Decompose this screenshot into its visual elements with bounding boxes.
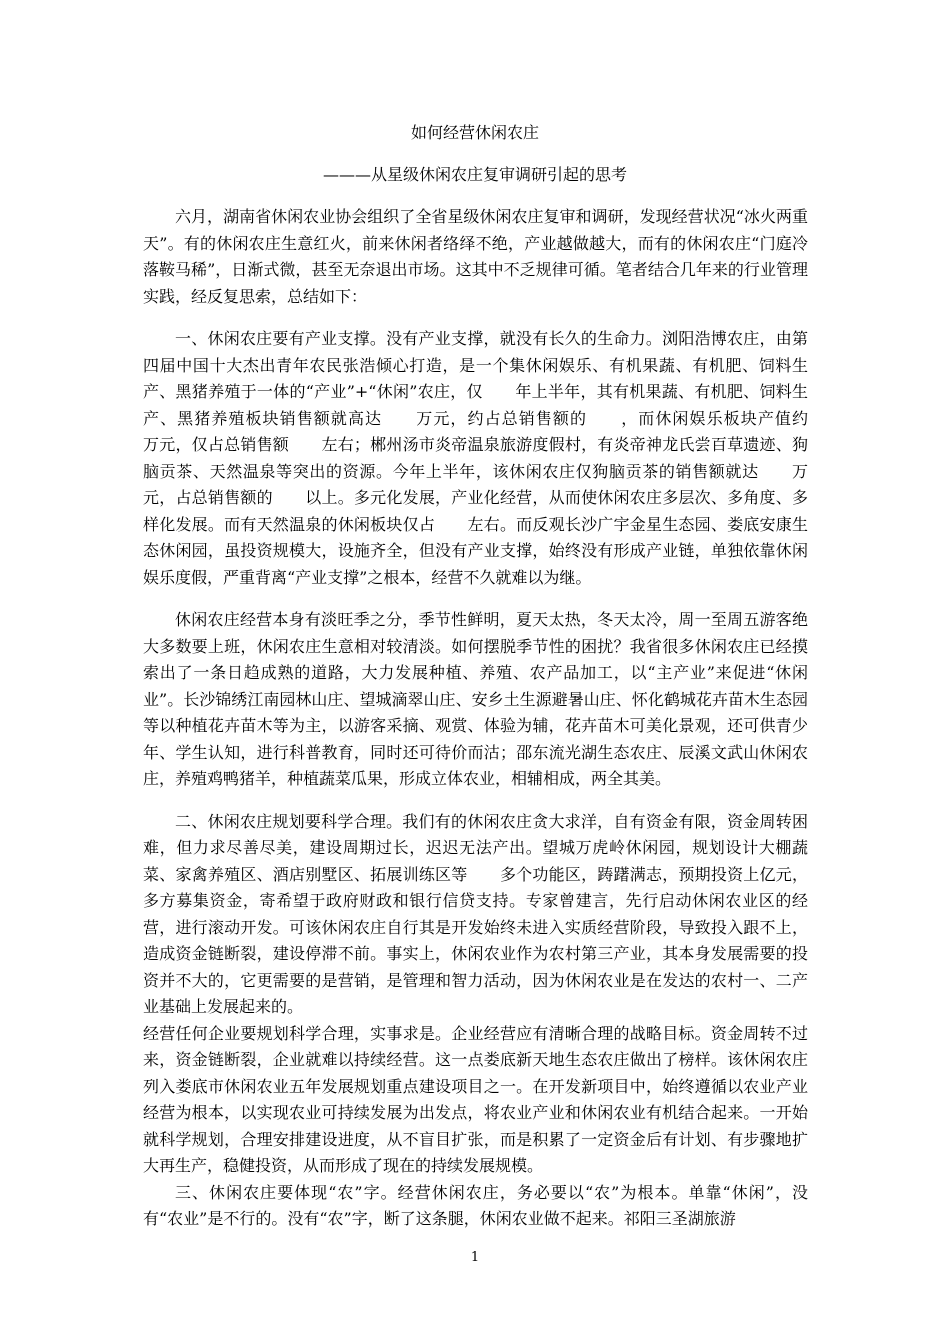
- document-subtitle: ———从星级休闲农庄复审调研引起的思考: [322, 165, 627, 184]
- paragraph-section-2: 二、休闲农庄规划要科学合理。我们有的休闲农庄贪大求洋，自有资金有限，资金周转困难，但力求尽善尽美，建设周期过长，迟迟无法产出。望城万虎岭休闲园，规划设计大棚蔬菜、家禽养殖区、酒店别墅区、拓展训练区等 多个功能区，踌躇满志，预期投资上亿元，多方募集资金，寄希望于政府财政和银行信贷支持。专家曾建言，先行启动休闲农业区的经营，进行滚动开发。可该休闲农庄自行其是开发始终未进入实质经营阶段，导致投入跟不上，造成资金链断裂，建设停滞不前。事实上，休闲农业作为农村第三产业，其本身发展需要的投资并不大的，它更需要的是营销，是管理和智力活动，因为休闲农业是在发达的农村一、二产业基础上发展起来的。: [143, 811, 808, 1016]
- paragraph-seasonality: 休闲农庄经营本身有淡旺季之分，季节性鲜明，夏天太热，冬天太冷，周一至周五游客绝大多数要上班，休闲农庄生意相对较清淡。如何摆脱季节性的困扰？我省很多休闲农庄已经摸索出了一条日趋成熟的道路，大力发展种植、养殖、农产品加工，以“主产业”来促进“休闲业”。长沙锦绣江南园林山庄、望城滴翠山庄、安乡土生源避暑山庄、怀化鹤城花卉苗木生态园等以种植花卉苗木等为主，以游客采摘、观赏、体验为辅，花卉苗木可美化景观，还可供青少年、学生认知，进行科普教育，同时还可待价而沽；邵东流光湖生态农庄、辰溪文武山休闲农庄，养殖鸡鸭猪羊，种植蔬菜瓜果，形成立体农业，相辅相成，两全其美。: [143, 610, 808, 788]
- paragraph-planning: 经营任何企业要规划科学合理，实事求是。企业经营应有清晰合理的战略目标。资金周转不过来，资金链断裂，企业就难以持续经营。这一点娄底新天地生态农庄做出了榜样。该休闲农庄列入娄底市休闲农业五年发展规划重点建设项目之一。在开发新项目中，始终遵循以农业产业经营为根本，以实现农业可持续发展为出发点，将农业产业和休闲农业有机结合起来。一开始就科学规划，合理安排建设进度，从不盲目扩张，而是积累了一定资金后有计划、有步骤地扩大再生产，稳健投资，从而形成了现在的持续发展规模。: [143, 1023, 808, 1175]
- paragraph-intro: 六月，湖南省休闲农业协会组织了全省星级休闲农庄复审和调研，发现经营状况“冰火两重天”。有的休闲农庄生意红火，前来休闲者络绎不绝，产业越做越大，而有的休闲农庄“门庭冷落鞍马稀”，日渐式微，甚至无奈退出市场。这其中不乏规律可循。笔者结合几年来的行业管理实践，经反复思索，总结如下：: [143, 207, 808, 306]
- document-body: [143, 204, 841, 1233]
- paragraph-section-1: 一、休闲农庄要有产业支撑。没有产业支撑，就没有长久的生命力。浏阳浩博农庄，由第四届中国十大杰出青年农民张浩倾心打造，是一个集休闲娱乐、有机果蔬、有机肥、饲料生产、黑猪养殖于一体的“产业”+“休闲”农庄，仅 年上半年，其有机果蔬、有机肥、饲料生产、黑猪养殖板块销售额就高达 万元，约占总销售额的 ，而休闲娱乐板块产值约 万元，仅占总销售额 左右；郴州汤市炎帝温泉旅游度假村，有炎帝神龙氏尝百草遗迹、狗脑贡茶、天然温泉等突出的资源。今年上半年，该休闲农庄仅狗脑贡茶的销售额就达 万元，占总销售额的 以上。多元化发展，产业化经营，从而使休闲农庄多层次、多角度、多样化发展。而有天然温泉的休闲板块仅占 左右。而反观长沙广宇金星生态园、娄底安康生态休闲园，虽投资规模大，设施齐全，但没有产业支撑，始终没有形成产业链，单独依靠休闲娱乐度假，严重背离“产业支撑”之根本，经营不久就难以为继。: [143, 329, 841, 587]
- page-number: 1: [470, 1250, 480, 1265]
- paragraph-section-3: 三、休闲农庄要体现“农”字。经营休闲农庄，务必要以“农”为根本。单靠“休闲”，没有“农业”是不行的。没有“农”字，断了这条腿，休闲农业做不起来。祁阳三圣湖旅游: [143, 1182, 808, 1228]
- document-title: 如何经营休闲农庄: [410, 123, 539, 142]
